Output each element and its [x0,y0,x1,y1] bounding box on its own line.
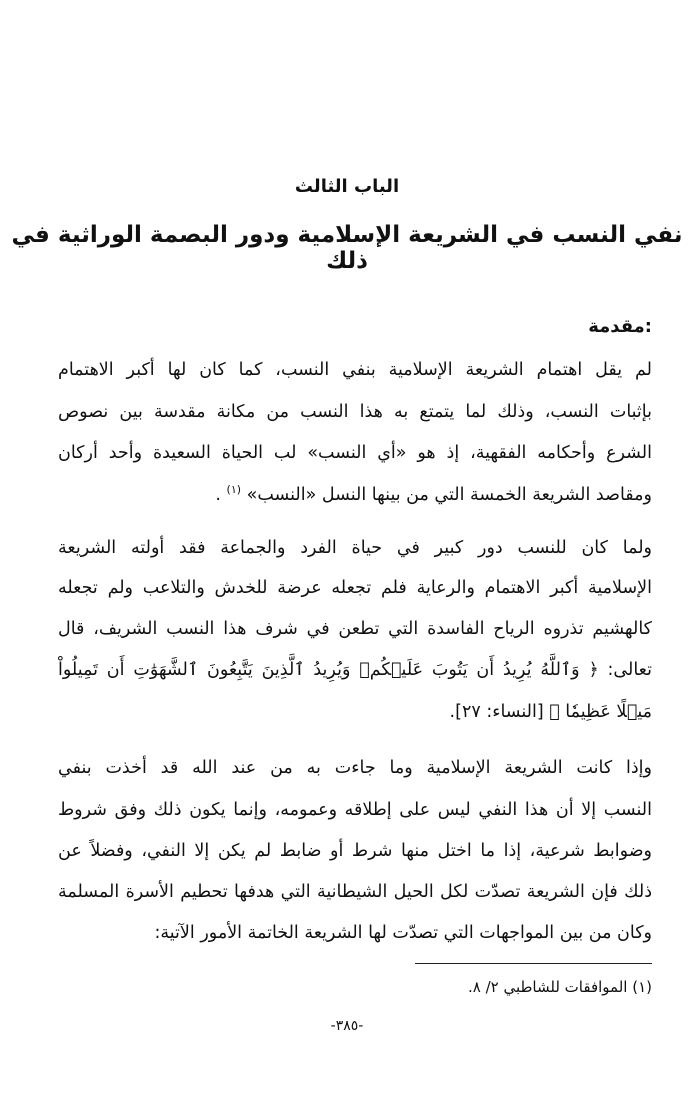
text-line: بإثبات النسب، وذلك لما يتمتع به هذا النسب من مكانة مقدسة بين نصوص [58,402,652,422]
text-line [58,483,652,505]
text-line: وكان من بين المواجهات التي تصدّت لها الشريعة الخاتمة الأمور الآتية: [154,923,652,943]
footnote: (١) الموافقات للشاطبي ٢/ ٨. [467,978,652,996]
text-line: وإذا كانت الشريعة الإسلامية وما جاءت به من عند الله قد أخذت بنفي [58,758,652,778]
text-line: الشرع وأحكامه الفقهية، إذ هو «أي النسب» لب الحياة السعيدة وأحد أركان [58,443,652,463]
text-line: الإسلامية أكبر الاهتمام والرعاية فلم تجعله عرضة للخدش والتلاعب ولم تجعله [58,578,652,598]
footnote-ref[interactable]: (١) [226,483,242,496]
chapter-title: نفي النسب في الشريعة الإسلامية ودور البصمة الوراثية في ذلك [11,222,683,274]
text-line: لم يقل اهتمام الشريعة الإسلامية بنفي النسب، كما كان لها أكبر الاهتمام [58,360,652,380]
text-line: كالهشيم تذروه الرياح الفاسدة التي تطعن في شرف هذا النسب الشريف، قال [58,619,652,639]
page-number: -٣٨٥- [330,1018,364,1034]
footnote-divider [415,963,652,964]
chapter-label: الباب الثالث [294,176,400,197]
text-line: النسب إلا أن هذا النفي ليس على إطلاقه وعمومه، وإنما يكون ذلك وفق شروط [58,800,652,820]
sentence-end: . [215,484,227,505]
quran-verse-line: مَيۡلًا عَظِيمٗا ﴾ [النساء: ٢٧]. [449,702,652,722]
intro-heading: مقدمة: [588,316,652,337]
text-line: وضوابط شرعية، إذا ما اختل منها شرط أو ضابط لم يكن إلا النفي، وفضلاً عن [58,841,652,861]
text-line-content: ومقاصد الشريعة الخمسة التي من بينها النسل «النسب» [246,484,652,505]
quran-verse-line: تعالى: ﴿ وَٱللَّهُ يُرِيدُ أَن يَتُوبَ عَلَيۡكُمۡ وَيُرِيدُ ٱلَّذِينَ يَتَّبِعُونَ ٱلشَّهَوَٰتِ أَن تَمِيلُواْ [58,660,652,680]
text-line: ولما كان للنسب دور كبير في حياة الفرد والجماعة فقد أولته الشريعة [58,538,652,558]
text-line: ذلك فإن الشريعة تصدّت لكل الحيل الشيطانية التي هدفها تحطيم الأسرة المسلمة [58,882,652,902]
